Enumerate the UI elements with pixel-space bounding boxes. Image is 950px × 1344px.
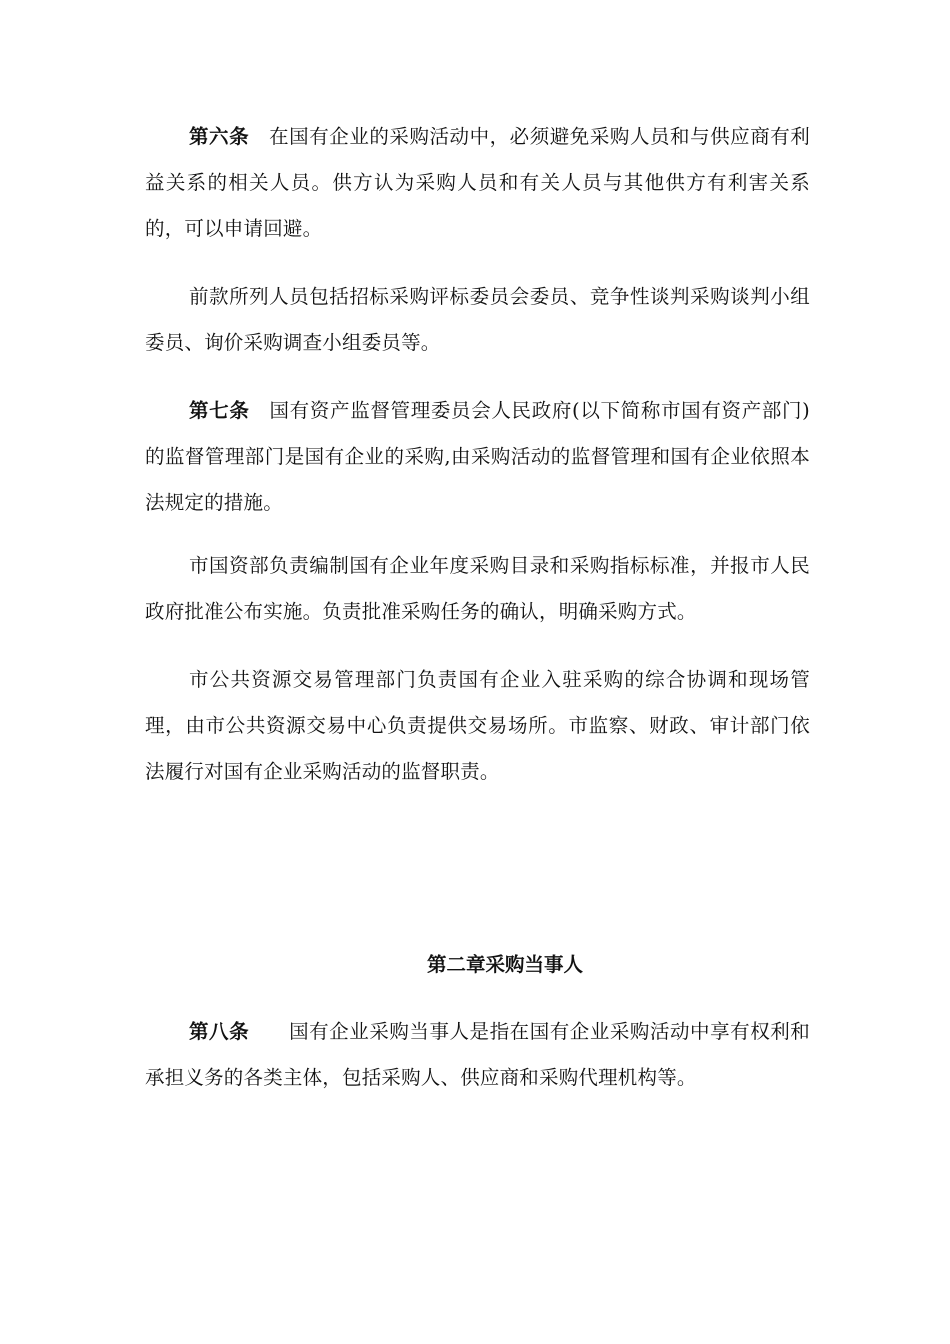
chapter-2-title: 第二章采购当事人 xyxy=(426,953,583,976)
article-7-para2-text: 市国资部负责编制国有企业年度采购目录和采购指标标准，并报市人民政府批准公布实施。负责批准采购任务的确认，明确采购方式。 xyxy=(145,554,810,623)
article-7-para3-text: 市公共资源交易管理部门负责国有企业入驻采购的综合协调和现场管理，由市公共资源交易中心负责提供交易场所。市监察、财政、审计部门依法履行对国有企业采购活动的监督职责。 xyxy=(145,668,810,783)
article-6-paragraph-2 xyxy=(145,274,810,366)
article-7-text: 国有资产监督管理委员会人民政府(以下简称市国有资产部门)的监督管理部门是国有企业的采购,由采购活动的监督管理和国有企业依照本法规定的措施。 xyxy=(145,399,810,514)
article-8-text: 国有企业采购当事人是指在国有企业采购活动中享有权利和承担义务的各类主体，包括采购人、供应商和采购代理机构等。 xyxy=(145,1020,810,1089)
article-6-text: 在国有企业的采购活动中，必须避免采购人员和与供应商有利益关系的相关人员。供方认为采购人员和有关人员与其他供方有利害关系的，可以申请回避。 xyxy=(145,125,810,240)
article-7-paragraph xyxy=(145,388,810,526)
article-6-para2-text: 前款所列人员包括招标采购评标委员会委员、竞争性谈判采购谈判小组委员、询价采购调查小组委员等。 xyxy=(145,285,810,354)
article-7-paragraph-2 xyxy=(145,543,810,635)
article-8-label: 第八条 xyxy=(189,1020,250,1043)
article-7-paragraph-3 xyxy=(145,657,810,795)
article-6-label: 第六条 xyxy=(189,125,250,148)
article-8-paragraph xyxy=(145,1009,810,1101)
article-7-label: 第七条 xyxy=(189,399,250,422)
article-6-paragraph xyxy=(145,114,810,252)
